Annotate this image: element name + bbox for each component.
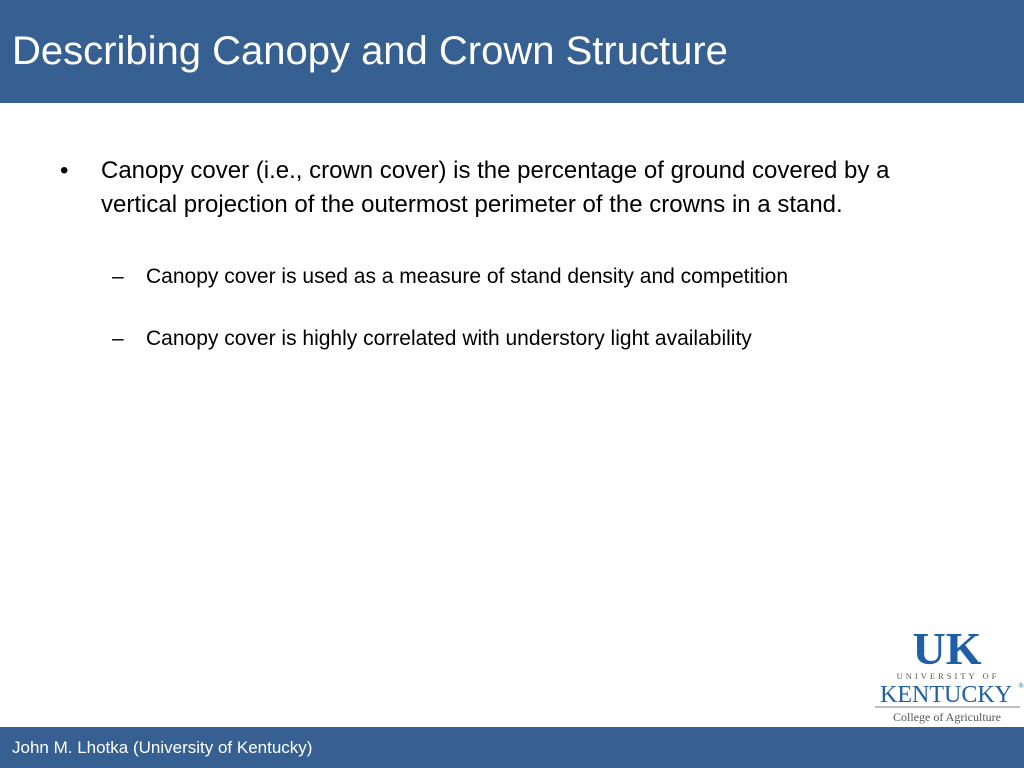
logo-university-of: UNIVERSITY OF — [896, 671, 1000, 681]
footer-bar — [0, 727, 1024, 768]
footer-author: John M. Lhotka (University of Kentucky) — [12, 738, 313, 757]
logo-monogram: UK — [912, 623, 982, 674]
bullet-marker: • — [60, 157, 69, 184]
logo-registered-mark: ® — [1018, 682, 1024, 690]
bullet-text: Canopy cover (i.e., crown cover) is the percentage of ground covered by a vertical projection of the outermost perimeter of the crowns in a stand. — [101, 157, 890, 218]
sub-bullet-marker: – — [112, 265, 124, 288]
sub-bullet-text: Canopy cover is highly correlated with understory light availability — [146, 327, 752, 350]
logo-kentucky: KENTUCKY — [880, 682, 1012, 708]
university-of-kentucky-logo — [870, 622, 1024, 727]
sub-bullet-marker: – — [112, 327, 124, 350]
sub-bullet-text: Canopy cover is used as a measure of stand density and competition — [146, 265, 789, 288]
slide-title: Describing Canopy and Crown Structure — [12, 29, 728, 73]
logo-college: College of Agriculture — [893, 710, 1001, 724]
